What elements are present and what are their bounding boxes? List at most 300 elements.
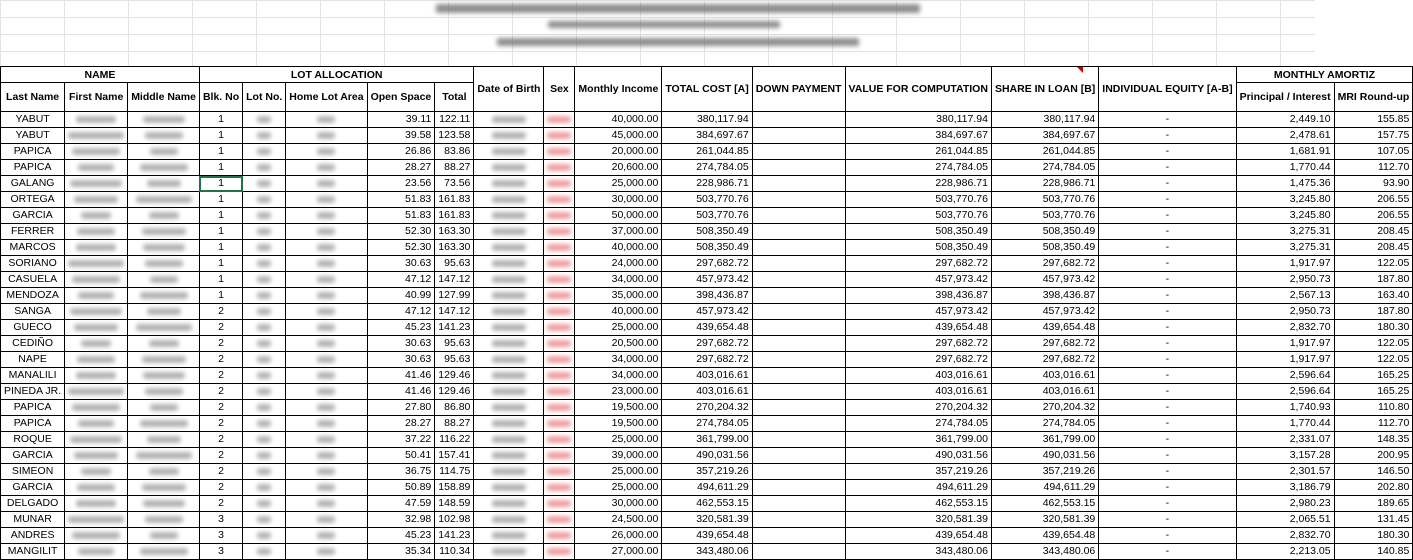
total-cost-cell[interactable]: 297,682.72 — [662, 352, 752, 368]
total-area-cell[interactable]: 110.34 — [435, 544, 474, 560]
blk-no-cell[interactable]: 1 — [199, 160, 242, 176]
open-space-cell[interactable]: 23.56 — [367, 176, 435, 192]
open-space-cell[interactable]: 37.22 — [367, 432, 435, 448]
date-of-birth-cell[interactable] — [474, 464, 544, 480]
value-for-computation-cell[interactable]: 274,784.05 — [845, 160, 991, 176]
value-for-computation-cell[interactable]: 403,016.61 — [845, 384, 991, 400]
date-of-birth-cell[interactable] — [474, 432, 544, 448]
blk-no-cell[interactable]: 2 — [199, 352, 242, 368]
value-for-computation-cell[interactable]: 457,973.42 — [845, 304, 991, 320]
middle-name-cell[interactable] — [128, 208, 200, 224]
first-name-cell[interactable] — [65, 464, 128, 480]
mri-roundup-cell[interactable]: 110.80 — [1334, 400, 1413, 416]
lot-no-cell[interactable] — [243, 416, 286, 432]
sex-cell[interactable] — [544, 192, 575, 208]
value-for-computation-cell[interactable]: 503,770.76 — [845, 192, 991, 208]
mri-roundup-cell[interactable]: 180.30 — [1334, 320, 1413, 336]
date-of-birth-cell[interactable] — [474, 448, 544, 464]
first-name-cell[interactable] — [65, 160, 128, 176]
total-cost-cell[interactable]: 457,973.42 — [662, 304, 752, 320]
individual-equity-cell[interactable]: - — [1099, 384, 1236, 400]
last-name-cell[interactable]: SANGA — [1, 304, 65, 320]
value-for-computation-cell[interactable]: 494,611.29 — [845, 480, 991, 496]
open-space-cell[interactable]: 27.80 — [367, 400, 435, 416]
individual-equity-cell[interactable]: - — [1099, 512, 1236, 528]
value-for-computation-cell[interactable]: 508,350.49 — [845, 224, 991, 240]
table-row[interactable] — [1, 400, 1413, 416]
last-name-cell[interactable]: ORTEGA — [1, 192, 65, 208]
share-in-loan-cell[interactable]: 297,682.72 — [991, 336, 1098, 352]
individual-equity-cell[interactable]: - — [1099, 272, 1236, 288]
sex-cell[interactable] — [544, 160, 575, 176]
down-payment-cell[interactable] — [752, 432, 845, 448]
monthly-income-cell[interactable]: 30,000.00 — [575, 192, 662, 208]
last-name-cell[interactable]: MENDOZA — [1, 288, 65, 304]
monthly-income-cell[interactable]: 45,000.00 — [575, 128, 662, 144]
first-name-cell[interactable] — [65, 208, 128, 224]
principal-interest-cell[interactable]: 2,950.73 — [1236, 304, 1334, 320]
last-name-cell[interactable]: MANGILIT — [1, 544, 65, 560]
value-for-computation-cell[interactable]: 403,016.61 — [845, 368, 991, 384]
first-name-cell[interactable] — [65, 480, 128, 496]
sex-cell[interactable] — [544, 208, 575, 224]
principal-interest-cell[interactable]: 2,596.64 — [1236, 368, 1334, 384]
open-space-cell[interactable]: 30.63 — [367, 336, 435, 352]
lot-no-cell[interactable] — [243, 256, 286, 272]
date-of-birth-cell[interactable] — [474, 224, 544, 240]
middle-name-cell[interactable] — [128, 464, 200, 480]
total-cost-cell[interactable]: 503,770.76 — [662, 208, 752, 224]
first-name-cell[interactable] — [65, 288, 128, 304]
down-payment-cell[interactable] — [752, 448, 845, 464]
date-of-birth-cell[interactable] — [474, 352, 544, 368]
mri-roundup-cell[interactable]: 122.05 — [1334, 256, 1413, 272]
date-of-birth-cell[interactable] — [474, 112, 544, 128]
share-in-loan-cell[interactable]: 261,044.85 — [991, 144, 1098, 160]
down-payment-cell[interactable] — [752, 512, 845, 528]
individual-equity-cell[interactable]: - — [1099, 448, 1236, 464]
blk-no-cell[interactable]: 2 — [199, 432, 242, 448]
table-row[interactable] — [1, 496, 1413, 512]
blk-no-cell[interactable]: 3 — [199, 544, 242, 560]
individual-equity-cell[interactable]: - — [1099, 144, 1236, 160]
individual-equity-cell[interactable]: - — [1099, 112, 1236, 128]
monthly-income-cell[interactable]: 40,000.00 — [575, 304, 662, 320]
table-row[interactable] — [1, 256, 1413, 272]
open-space-cell[interactable]: 28.27 — [367, 416, 435, 432]
first-name-cell[interactable] — [65, 368, 128, 384]
mri-roundup-cell[interactable]: 202.80 — [1334, 480, 1413, 496]
lot-no-cell[interactable] — [243, 320, 286, 336]
date-of-birth-cell[interactable] — [474, 288, 544, 304]
mri-roundup-cell[interactable]: 112.70 — [1334, 416, 1413, 432]
table-row[interactable] — [1, 144, 1413, 160]
mri-roundup-cell[interactable]: 112.70 — [1334, 160, 1413, 176]
total-area-cell[interactable]: 163.30 — [435, 224, 474, 240]
sex-cell[interactable] — [544, 240, 575, 256]
first-name-cell[interactable] — [65, 240, 128, 256]
down-payment-cell[interactable] — [752, 464, 845, 480]
share-in-loan-cell[interactable]: 274,784.05 — [991, 160, 1098, 176]
home-lot-area-cell[interactable] — [286, 160, 367, 176]
last-name-cell[interactable]: MANALILI — [1, 368, 65, 384]
total-cost-cell[interactable]: 274,784.05 — [662, 160, 752, 176]
blk-no-cell[interactable]: 1 — [199, 128, 242, 144]
principal-interest-cell[interactable]: 3,157.28 — [1236, 448, 1334, 464]
down-payment-cell[interactable] — [752, 160, 845, 176]
down-payment-cell[interactable] — [752, 128, 845, 144]
down-payment-cell[interactable] — [752, 416, 845, 432]
individual-equity-cell[interactable]: - — [1099, 304, 1236, 320]
first-name-cell[interactable] — [65, 400, 128, 416]
total-area-cell[interactable]: 161.83 — [435, 208, 474, 224]
lot-no-cell[interactable] — [243, 384, 286, 400]
total-cost-cell[interactable]: 508,350.49 — [662, 240, 752, 256]
share-in-loan-cell[interactable]: 320,581.39 — [991, 512, 1098, 528]
individual-equity-cell[interactable]: - — [1099, 224, 1236, 240]
first-name-cell[interactable] — [65, 528, 128, 544]
open-space-cell[interactable]: 35.34 — [367, 544, 435, 560]
last-name-cell[interactable]: DELGADO — [1, 496, 65, 512]
total-cost-cell[interactable]: 274,784.05 — [662, 416, 752, 432]
first-name-cell[interactable] — [65, 336, 128, 352]
last-name-cell[interactable]: ROQUE — [1, 432, 65, 448]
total-area-cell[interactable]: 122.11 — [435, 112, 474, 128]
open-space-cell[interactable]: 45.23 — [367, 528, 435, 544]
monthly-income-cell[interactable]: 24,000.00 — [575, 256, 662, 272]
down-payment-cell[interactable] — [752, 272, 845, 288]
middle-name-cell[interactable] — [128, 544, 200, 560]
principal-interest-cell[interactable]: 1,917.97 — [1236, 336, 1334, 352]
value-for-computation-cell[interactable]: 297,682.72 — [845, 336, 991, 352]
first-name-cell[interactable] — [65, 320, 128, 336]
open-space-cell[interactable]: 26.86 — [367, 144, 435, 160]
blk-no-cell[interactable]: 2 — [199, 416, 242, 432]
principal-interest-cell[interactable]: 3,245.80 — [1236, 192, 1334, 208]
down-payment-cell[interactable] — [752, 144, 845, 160]
sex-cell[interactable] — [544, 320, 575, 336]
mri-roundup-cell[interactable]: 146.50 — [1334, 464, 1413, 480]
value-for-computation-cell[interactable]: 490,031.56 — [845, 448, 991, 464]
lot-no-cell[interactable] — [243, 464, 286, 480]
principal-interest-cell[interactable]: 1,770.44 — [1236, 160, 1334, 176]
home-lot-area-cell[interactable] — [286, 528, 367, 544]
principal-interest-cell[interactable]: 1,475.36 — [1236, 176, 1334, 192]
date-of-birth-cell[interactable] — [474, 544, 544, 560]
share-in-loan-cell[interactable]: 457,973.42 — [991, 272, 1098, 288]
principal-interest-cell[interactable]: 2,567.13 — [1236, 288, 1334, 304]
open-space-cell[interactable]: 28.27 — [367, 160, 435, 176]
value-for-computation-cell[interactable]: 297,682.72 — [845, 256, 991, 272]
lot-no-cell[interactable] — [243, 544, 286, 560]
home-lot-area-cell[interactable] — [286, 496, 367, 512]
sex-cell[interactable] — [544, 128, 575, 144]
principal-interest-cell[interactable]: 2,596.64 — [1236, 384, 1334, 400]
mri-roundup-cell[interactable]: 165.25 — [1334, 384, 1413, 400]
open-space-cell[interactable]: 39.11 — [367, 112, 435, 128]
value-for-computation-cell[interactable]: 398,436.87 — [845, 288, 991, 304]
total-area-cell[interactable]: 88.27 — [435, 160, 474, 176]
value-for-computation-cell[interactable]: 228,986.71 — [845, 176, 991, 192]
monthly-income-cell[interactable]: 25,000.00 — [575, 480, 662, 496]
blk-no-cell[interactable]: 2 — [199, 448, 242, 464]
value-for-computation-cell[interactable]: 384,697.67 — [845, 128, 991, 144]
monthly-income-cell[interactable]: 40,000.00 — [575, 240, 662, 256]
individual-equity-cell[interactable]: - — [1099, 544, 1236, 560]
table-row[interactable] — [1, 224, 1413, 240]
open-space-cell[interactable]: 47.59 — [367, 496, 435, 512]
principal-interest-cell[interactable]: 3,186.79 — [1236, 480, 1334, 496]
total-cost-cell[interactable]: 357,219.26 — [662, 464, 752, 480]
value-for-computation-cell[interactable]: 274,784.05 — [845, 416, 991, 432]
home-lot-area-cell[interactable] — [286, 448, 367, 464]
total-area-cell[interactable]: 158.89 — [435, 480, 474, 496]
individual-equity-cell[interactable]: - — [1099, 368, 1236, 384]
first-name-cell[interactable] — [65, 432, 128, 448]
total-cost-cell[interactable]: 398,436.87 — [662, 288, 752, 304]
principal-interest-cell[interactable]: 2,065.51 — [1236, 512, 1334, 528]
first-name-cell[interactable] — [65, 304, 128, 320]
open-space-cell[interactable]: 36.75 — [367, 464, 435, 480]
mri-roundup-cell[interactable]: 187.80 — [1334, 304, 1413, 320]
individual-equity-cell[interactable]: - — [1099, 400, 1236, 416]
date-of-birth-cell[interactable] — [474, 496, 544, 512]
total-area-cell[interactable]: 129.46 — [435, 384, 474, 400]
open-space-cell[interactable]: 30.63 — [367, 256, 435, 272]
sex-cell[interactable] — [544, 384, 575, 400]
individual-equity-cell[interactable]: - — [1099, 288, 1236, 304]
total-cost-cell[interactable]: 343,480.06 — [662, 544, 752, 560]
total-area-cell[interactable]: 141.23 — [435, 320, 474, 336]
sex-cell[interactable] — [544, 112, 575, 128]
open-space-cell[interactable]: 52.30 — [367, 240, 435, 256]
first-name-cell[interactable] — [65, 256, 128, 272]
date-of-birth-cell[interactable] — [474, 400, 544, 416]
mri-roundup-cell[interactable]: 208.45 — [1334, 224, 1413, 240]
principal-interest-cell[interactable]: 2,832.70 — [1236, 320, 1334, 336]
sex-cell[interactable] — [544, 544, 575, 560]
monthly-income-cell[interactable]: 34,000.00 — [575, 352, 662, 368]
total-area-cell[interactable]: 95.63 — [435, 336, 474, 352]
blk-no-cell[interactable]: 1 — [199, 176, 242, 192]
blk-no-cell[interactable]: 1 — [199, 112, 242, 128]
principal-interest-cell[interactable]: 2,950.73 — [1236, 272, 1334, 288]
value-for-computation-cell[interactable]: 439,654.48 — [845, 528, 991, 544]
down-payment-cell[interactable] — [752, 320, 845, 336]
mri-roundup-cell[interactable]: 148.35 — [1334, 432, 1413, 448]
last-name-cell[interactable]: PINEDA JR. — [1, 384, 65, 400]
table-row[interactable] — [1, 432, 1413, 448]
first-name-cell[interactable] — [65, 224, 128, 240]
last-name-cell[interactable]: CEDIÑO — [1, 336, 65, 352]
table-row[interactable] — [1, 464, 1413, 480]
home-lot-area-cell[interactable] — [286, 432, 367, 448]
middle-name-cell[interactable] — [128, 176, 200, 192]
date-of-birth-cell[interactable] — [474, 272, 544, 288]
open-space-cell[interactable]: 51.83 — [367, 192, 435, 208]
home-lot-area-cell[interactable] — [286, 464, 367, 480]
down-payment-cell[interactable] — [752, 240, 845, 256]
home-lot-area-cell[interactable] — [286, 320, 367, 336]
sex-cell[interactable] — [544, 272, 575, 288]
monthly-income-cell[interactable]: 34,000.00 — [575, 368, 662, 384]
home-lot-area-cell[interactable] — [286, 384, 367, 400]
middle-name-cell[interactable] — [128, 256, 200, 272]
principal-interest-cell[interactable]: 1,917.97 — [1236, 256, 1334, 272]
last-name-cell[interactable]: PAPICA — [1, 416, 65, 432]
total-cost-cell[interactable]: 384,697.67 — [662, 128, 752, 144]
lot-no-cell[interactable] — [243, 448, 286, 464]
date-of-birth-cell[interactable] — [474, 240, 544, 256]
blk-no-cell[interactable]: 3 — [199, 528, 242, 544]
total-area-cell[interactable]: 116.22 — [435, 432, 474, 448]
total-area-cell[interactable]: 129.46 — [435, 368, 474, 384]
home-lot-area-cell[interactable] — [286, 400, 367, 416]
share-in-loan-cell[interactable]: 380,117.94 — [991, 112, 1098, 128]
table-row[interactable] — [1, 352, 1413, 368]
share-in-loan-cell[interactable]: 503,770.76 — [991, 208, 1098, 224]
middle-name-cell[interactable] — [128, 416, 200, 432]
lot-no-cell[interactable] — [243, 288, 286, 304]
table-row[interactable] — [1, 448, 1413, 464]
lot-no-cell[interactable] — [243, 224, 286, 240]
share-in-loan-cell[interactable]: 361,799.00 — [991, 432, 1098, 448]
date-of-birth-cell[interactable] — [474, 320, 544, 336]
date-of-birth-cell[interactable] — [474, 256, 544, 272]
first-name-cell[interactable] — [65, 272, 128, 288]
table-row[interactable] — [1, 304, 1413, 320]
principal-interest-cell[interactable]: 1,740.93 — [1236, 400, 1334, 416]
open-space-cell[interactable]: 32.98 — [367, 512, 435, 528]
last-name-cell[interactable]: SORIANO — [1, 256, 65, 272]
middle-name-cell[interactable] — [128, 272, 200, 288]
principal-interest-cell[interactable]: 3,275.31 — [1236, 240, 1334, 256]
individual-equity-cell[interactable]: - — [1099, 128, 1236, 144]
monthly-income-cell[interactable]: 25,000.00 — [575, 176, 662, 192]
table-row[interactable] — [1, 512, 1413, 528]
mri-roundup-cell[interactable]: 187.80 — [1334, 272, 1413, 288]
mri-roundup-cell[interactable]: 163.40 — [1334, 288, 1413, 304]
mri-roundup-cell[interactable]: 122.05 — [1334, 336, 1413, 352]
middle-name-cell[interactable] — [128, 192, 200, 208]
blk-no-cell[interactable]: 2 — [199, 480, 242, 496]
principal-interest-cell[interactable]: 2,331.07 — [1236, 432, 1334, 448]
lot-no-cell[interactable] — [243, 352, 286, 368]
mri-roundup-cell[interactable]: 189.65 — [1334, 496, 1413, 512]
value-for-computation-cell[interactable]: 261,044.85 — [845, 144, 991, 160]
open-space-cell[interactable]: 30.63 — [367, 352, 435, 368]
lot-no-cell[interactable] — [243, 208, 286, 224]
last-name-cell[interactable]: PAPICA — [1, 160, 65, 176]
total-cost-cell[interactable]: 508,350.49 — [662, 224, 752, 240]
first-name-cell[interactable] — [65, 496, 128, 512]
principal-interest-cell[interactable]: 2,980.23 — [1236, 496, 1334, 512]
total-cost-cell[interactable]: 361,799.00 — [662, 432, 752, 448]
down-payment-cell[interactable] — [752, 368, 845, 384]
last-name-cell[interactable]: SIMEON — [1, 464, 65, 480]
mri-roundup-cell[interactable]: 140.85 — [1334, 544, 1413, 560]
table-row[interactable] — [1, 480, 1413, 496]
total-area-cell[interactable]: 148.59 — [435, 496, 474, 512]
table-row[interactable] — [1, 320, 1413, 336]
value-for-computation-cell[interactable]: 457,973.42 — [845, 272, 991, 288]
monthly-income-cell[interactable]: 34,000.00 — [575, 272, 662, 288]
principal-interest-cell[interactable]: 1,917.97 — [1236, 352, 1334, 368]
individual-equity-cell[interactable]: - — [1099, 352, 1236, 368]
blk-no-cell[interactable]: 2 — [199, 496, 242, 512]
share-in-loan-cell[interactable]: 462,553.15 — [991, 496, 1098, 512]
lot-no-cell[interactable] — [243, 192, 286, 208]
open-space-cell[interactable]: 47.12 — [367, 272, 435, 288]
individual-equity-cell[interactable]: - — [1099, 464, 1236, 480]
monthly-income-cell[interactable]: 26,000.00 — [575, 528, 662, 544]
share-in-loan-cell[interactable]: 508,350.49 — [991, 224, 1098, 240]
down-payment-cell[interactable] — [752, 192, 845, 208]
sex-cell[interactable] — [544, 496, 575, 512]
home-lot-area-cell[interactable] — [286, 144, 367, 160]
sex-cell[interactable] — [544, 224, 575, 240]
individual-equity-cell[interactable]: - — [1099, 160, 1236, 176]
table-row[interactable] — [1, 336, 1413, 352]
last-name-cell[interactable]: PAPICA — [1, 144, 65, 160]
middle-name-cell[interactable] — [128, 448, 200, 464]
middle-name-cell[interactable] — [128, 160, 200, 176]
value-for-computation-cell[interactable]: 503,770.76 — [845, 208, 991, 224]
home-lot-area-cell[interactable] — [286, 368, 367, 384]
lot-no-cell[interactable] — [243, 112, 286, 128]
total-cost-cell[interactable]: 297,682.72 — [662, 336, 752, 352]
mri-roundup-cell[interactable]: 200.95 — [1334, 448, 1413, 464]
sex-cell[interactable] — [544, 528, 575, 544]
total-cost-cell[interactable]: 403,016.61 — [662, 384, 752, 400]
lot-no-cell[interactable] — [243, 528, 286, 544]
home-lot-area-cell[interactable] — [286, 208, 367, 224]
first-name-cell[interactable] — [65, 352, 128, 368]
blk-no-cell[interactable]: 3 — [199, 512, 242, 528]
first-name-cell[interactable] — [65, 512, 128, 528]
down-payment-cell[interactable] — [752, 336, 845, 352]
home-lot-area-cell[interactable] — [286, 224, 367, 240]
sex-cell[interactable] — [544, 256, 575, 272]
home-lot-area-cell[interactable] — [286, 288, 367, 304]
mri-roundup-cell[interactable]: 107.05 — [1334, 144, 1413, 160]
date-of-birth-cell[interactable] — [474, 416, 544, 432]
date-of-birth-cell[interactable] — [474, 128, 544, 144]
down-payment-cell[interactable] — [752, 544, 845, 560]
monthly-income-cell[interactable]: 19,500.00 — [575, 400, 662, 416]
share-in-loan-cell[interactable]: 457,973.42 — [991, 304, 1098, 320]
individual-equity-cell[interactable]: - — [1099, 208, 1236, 224]
mri-roundup-cell[interactable]: 157.75 — [1334, 128, 1413, 144]
home-lot-area-cell[interactable] — [286, 272, 367, 288]
middle-name-cell[interactable] — [128, 496, 200, 512]
down-payment-cell[interactable] — [752, 384, 845, 400]
total-area-cell[interactable]: 95.63 — [435, 352, 474, 368]
value-for-computation-cell[interactable]: 320,581.39 — [845, 512, 991, 528]
open-space-cell[interactable]: 41.46 — [367, 384, 435, 400]
value-for-computation-cell[interactable]: 361,799.00 — [845, 432, 991, 448]
lot-no-cell[interactable] — [243, 368, 286, 384]
down-payment-cell[interactable] — [752, 528, 845, 544]
last-name-cell[interactable]: NAPE — [1, 352, 65, 368]
down-payment-cell[interactable] — [752, 208, 845, 224]
total-cost-cell[interactable]: 462,553.15 — [662, 496, 752, 512]
lot-no-cell[interactable] — [243, 432, 286, 448]
sex-cell[interactable] — [544, 288, 575, 304]
total-cost-cell[interactable]: 297,682.72 — [662, 256, 752, 272]
blk-no-cell[interactable]: 1 — [199, 272, 242, 288]
principal-interest-cell[interactable]: 2,213.05 — [1236, 544, 1334, 560]
